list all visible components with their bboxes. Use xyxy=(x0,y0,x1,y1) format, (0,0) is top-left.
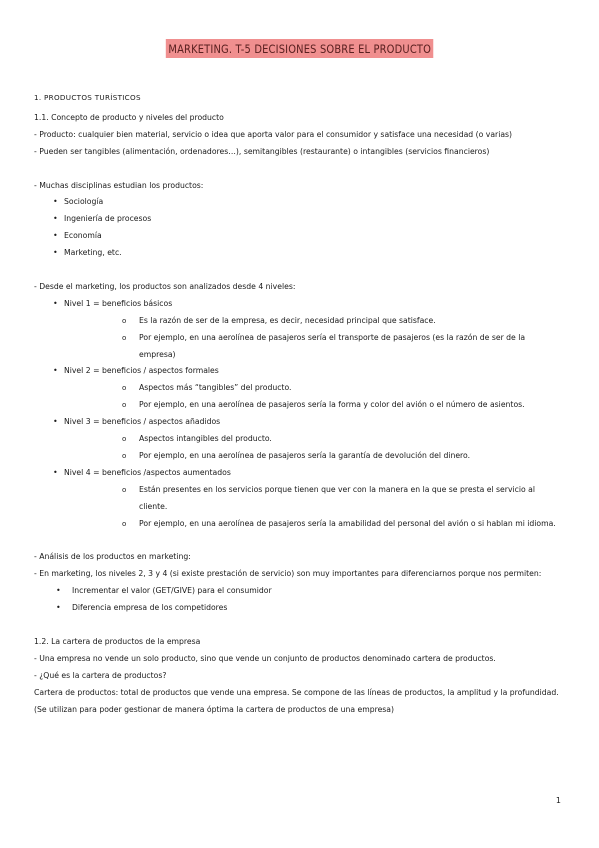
level-label: Nivel 4 = beneficios /aspectos aumentados xyxy=(64,467,231,477)
paragraph-tangibles: - Pueden ser tangibles (alimentación, ordenadores…), semitangibles (restaurante) o intangibles (servicios financieros) xyxy=(34,146,490,156)
paragraph-empresa: - Una empresa no vende un solo producto, sino que vende un conjunto de productos denominado cartera de productos. xyxy=(34,653,496,663)
list-item: • Incrementar el valor (GET/GIVE) para el consumidor xyxy=(34,583,564,600)
spacer xyxy=(34,161,564,178)
level-item xyxy=(34,465,564,533)
list-item: • Sociología xyxy=(34,194,564,211)
level-sublist xyxy=(64,380,564,414)
level-label: Nivel 3 = beneficios / aspectos añadidos xyxy=(64,417,221,427)
document-body xyxy=(34,90,564,718)
permits-list xyxy=(34,583,564,617)
subsection-heading: 1.2. La cartera de productos de la empresa xyxy=(34,636,201,646)
page-number: 1 xyxy=(555,796,561,805)
subsection-heading: 1.1. Concepto de producto y niveles del producto xyxy=(34,112,224,122)
level-sublist xyxy=(64,482,564,533)
section-heading: 1. PRODUCTOS TURÍSTICOS xyxy=(34,93,141,102)
list-item: • Marketing, etc. xyxy=(34,245,564,262)
paragraph-disciplinas: - Muchas disciplinas estudian los productos: xyxy=(34,180,204,190)
sublist-item: o Aspectos más “tangibles” del producto. xyxy=(64,380,564,397)
levels-list xyxy=(34,296,564,533)
sublist-item: o Están presentes en los servicios porque tienen que ver con la manera en la que se presta el servicio al cliente. xyxy=(64,482,564,516)
level-item xyxy=(34,414,564,465)
level-item xyxy=(34,363,564,414)
page-title: MARKETING. T-5 DECISIONES SOBRE EL PRODUCTO xyxy=(166,39,434,58)
sublist-item: o Por ejemplo, en una aerolínea de pasajeros sería la forma y color del avión o el número de asientos. xyxy=(64,397,564,414)
spacer xyxy=(34,262,564,279)
disciplines-list xyxy=(34,194,564,262)
level-sublist xyxy=(64,431,564,465)
sublist-item: o Por ejemplo, en una aerolínea de pasajeros sería la garantía de devolución del dinero. xyxy=(64,448,564,465)
paragraph-cartera: Cartera de productos: total de productos que vende una empresa. Se compone de las líneas de productos, la amplitud y la profundidad. (Se utilizan para poder gestionar de manera óptima la cartera de productos de una empresa) xyxy=(34,687,559,714)
paragraph-niveles: - Desde el marketing, los productos son analizados desde 4 niveles: xyxy=(34,281,296,291)
paragraph-pregunta: - ¿Qué es la cartera de productos? xyxy=(34,670,167,680)
paragraph-niveles-importantes: - En marketing, los niveles 2, 3 y 4 (si existe prestación de servicio) son muy importantes para diferenciarnos porque nos permiten: xyxy=(34,569,542,579)
paragraph-producto: - Producto: cualquier bien material, servicio o idea que aporta valor para el consumidor y satisface una necesidad (o varias) xyxy=(34,129,513,139)
title-block xyxy=(0,38,599,58)
level-label: Nivel 1 = beneficios básicos xyxy=(64,298,173,308)
level-sublist xyxy=(64,313,564,364)
paragraph-analisis: - Análisis de los productos en marketing: xyxy=(34,552,191,562)
sublist-item: o Es la razón de ser de la empresa, es decir, necesidad principal que satisface. xyxy=(64,313,564,330)
list-item: • Ingeniería de procesos xyxy=(34,211,564,228)
sublist-item: o Por ejemplo, en una aerolínea de pasajeros sería la amabilidad del personal del avión o si hablan mi idioma. xyxy=(64,516,564,533)
list-item: • Economía xyxy=(34,228,564,245)
list-item: • Diferencia empresa de los competidores xyxy=(34,600,564,617)
level-item xyxy=(34,296,564,364)
sublist-item: o Por ejemplo, en una aerolínea de pasajeros sería el transporte de pasajeros (es la razón de ser de la empresa) xyxy=(64,330,564,364)
spacer xyxy=(34,617,564,634)
level-label: Nivel 2 = beneficios / aspectos formales xyxy=(64,366,219,376)
sublist-item: o Aspectos intangibles del producto. xyxy=(64,431,564,448)
spacer xyxy=(34,533,564,550)
